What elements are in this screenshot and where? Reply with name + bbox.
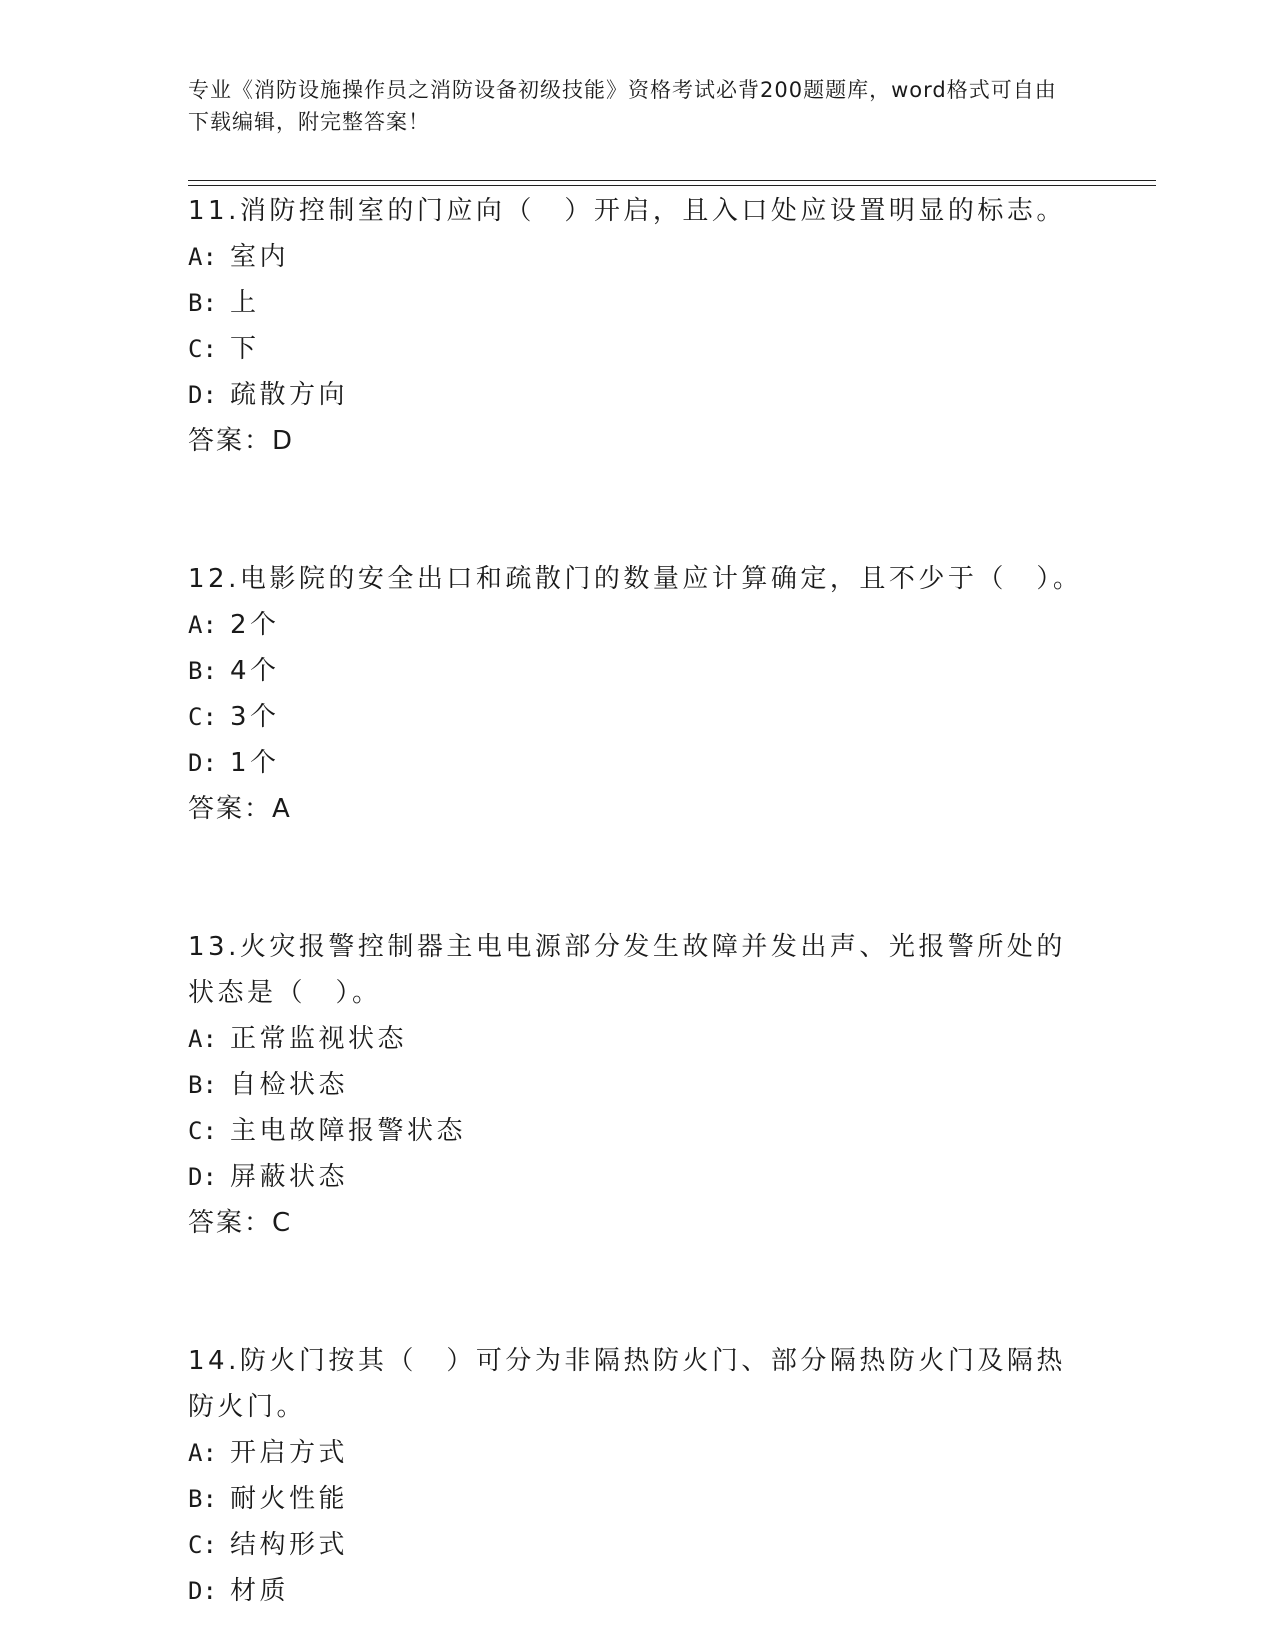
- option-text: 2个: [230, 610, 280, 640]
- question-13: [188, 924, 1088, 1246]
- option-text: 上: [230, 288, 260, 318]
- header-rule-top: [188, 180, 1156, 181]
- option-d: [188, 372, 1088, 418]
- option-letter: A:: [188, 1439, 217, 1467]
- question-stem: 13.火灾报警控制器主电电源部分发生故障并发出声、光报警所处的状态是（ ）。: [188, 932, 1066, 1008]
- question-list: [188, 188, 1088, 1614]
- option-letter: B:: [188, 289, 217, 317]
- option-text: 疏散方向: [230, 380, 349, 410]
- answer-label: 答案：: [188, 1208, 273, 1238]
- option-letter: D:: [188, 1577, 217, 1605]
- option-letter: C:: [188, 1117, 217, 1145]
- option-c: [188, 1522, 1088, 1568]
- option-b: [188, 1476, 1088, 1522]
- option-a: [188, 234, 1088, 280]
- answer-value: C: [272, 1208, 292, 1238]
- option-text: 主电故障报警状态: [230, 1116, 467, 1146]
- option-a: [188, 1430, 1088, 1476]
- option-text: 开启方式: [230, 1438, 349, 1468]
- option-text: 屏蔽状态: [230, 1162, 349, 1192]
- answer-value: A: [272, 794, 291, 824]
- option-letter: D:: [188, 1163, 217, 1191]
- option-letter: B:: [188, 657, 217, 685]
- question-12: [188, 556, 1088, 832]
- option-letter: D:: [188, 749, 217, 777]
- answer-label: 答案：: [188, 794, 273, 824]
- option-text: 正常监视状态: [230, 1024, 408, 1054]
- option-letter: B:: [188, 1485, 217, 1513]
- option-text: 自检状态: [230, 1070, 349, 1100]
- option-letter: C:: [188, 703, 217, 731]
- option-d: [188, 740, 1088, 786]
- option-d: [188, 1568, 1088, 1614]
- header-text: 专业《消防设施操作员之消防设备初级技能》资格考试必背200题题库，word格式可自由下载编辑，附完整答案！: [188, 78, 1057, 134]
- option-d: [188, 1154, 1088, 1200]
- question-stem: 12.电影院的安全出口和疏散门的数量应计算确定，且不少于（ ）。: [188, 564, 1083, 594]
- option-a: [188, 1016, 1088, 1062]
- answer-value: D: [272, 426, 294, 456]
- option-b: [188, 648, 1088, 694]
- question-11: [188, 188, 1088, 464]
- option-letter: C:: [188, 335, 217, 363]
- option-letter: A:: [188, 1025, 217, 1053]
- option-text: 下: [230, 334, 260, 364]
- option-text: 3个: [230, 702, 280, 732]
- option-letter: D:: [188, 381, 217, 409]
- answer-line: [188, 786, 1088, 832]
- answer-label: 答案：: [188, 426, 273, 456]
- option-c: [188, 1108, 1088, 1154]
- option-b: [188, 1062, 1088, 1108]
- option-text: 材质: [230, 1576, 290, 1606]
- option-letter: C:: [188, 1531, 217, 1559]
- option-text: 耐火性能: [230, 1484, 349, 1514]
- question-stem: 11.消防控制室的门应向（ ）开启，且入口处应设置明显的标志。: [188, 196, 1066, 226]
- option-text: 结构形式: [230, 1530, 349, 1560]
- option-c: [188, 326, 1088, 372]
- option-letter: B:: [188, 1071, 217, 1099]
- option-a: [188, 602, 1088, 648]
- question-stem: 14.防火门按其（ ）可分为非隔热防火门、部分隔热防火门及隔热防火门。: [188, 1346, 1066, 1422]
- option-text: 1个: [230, 748, 280, 778]
- answer-line: [188, 418, 1088, 464]
- answer-line: [188, 1200, 1088, 1246]
- option-c: [188, 694, 1088, 740]
- header-rule-bottom: [188, 185, 1156, 186]
- option-letter: A:: [188, 243, 217, 271]
- option-text: 4个: [230, 656, 280, 686]
- option-letter: A:: [188, 611, 217, 639]
- question-14: [188, 1338, 1088, 1614]
- option-text: 室内: [230, 242, 290, 272]
- option-b: [188, 280, 1088, 326]
